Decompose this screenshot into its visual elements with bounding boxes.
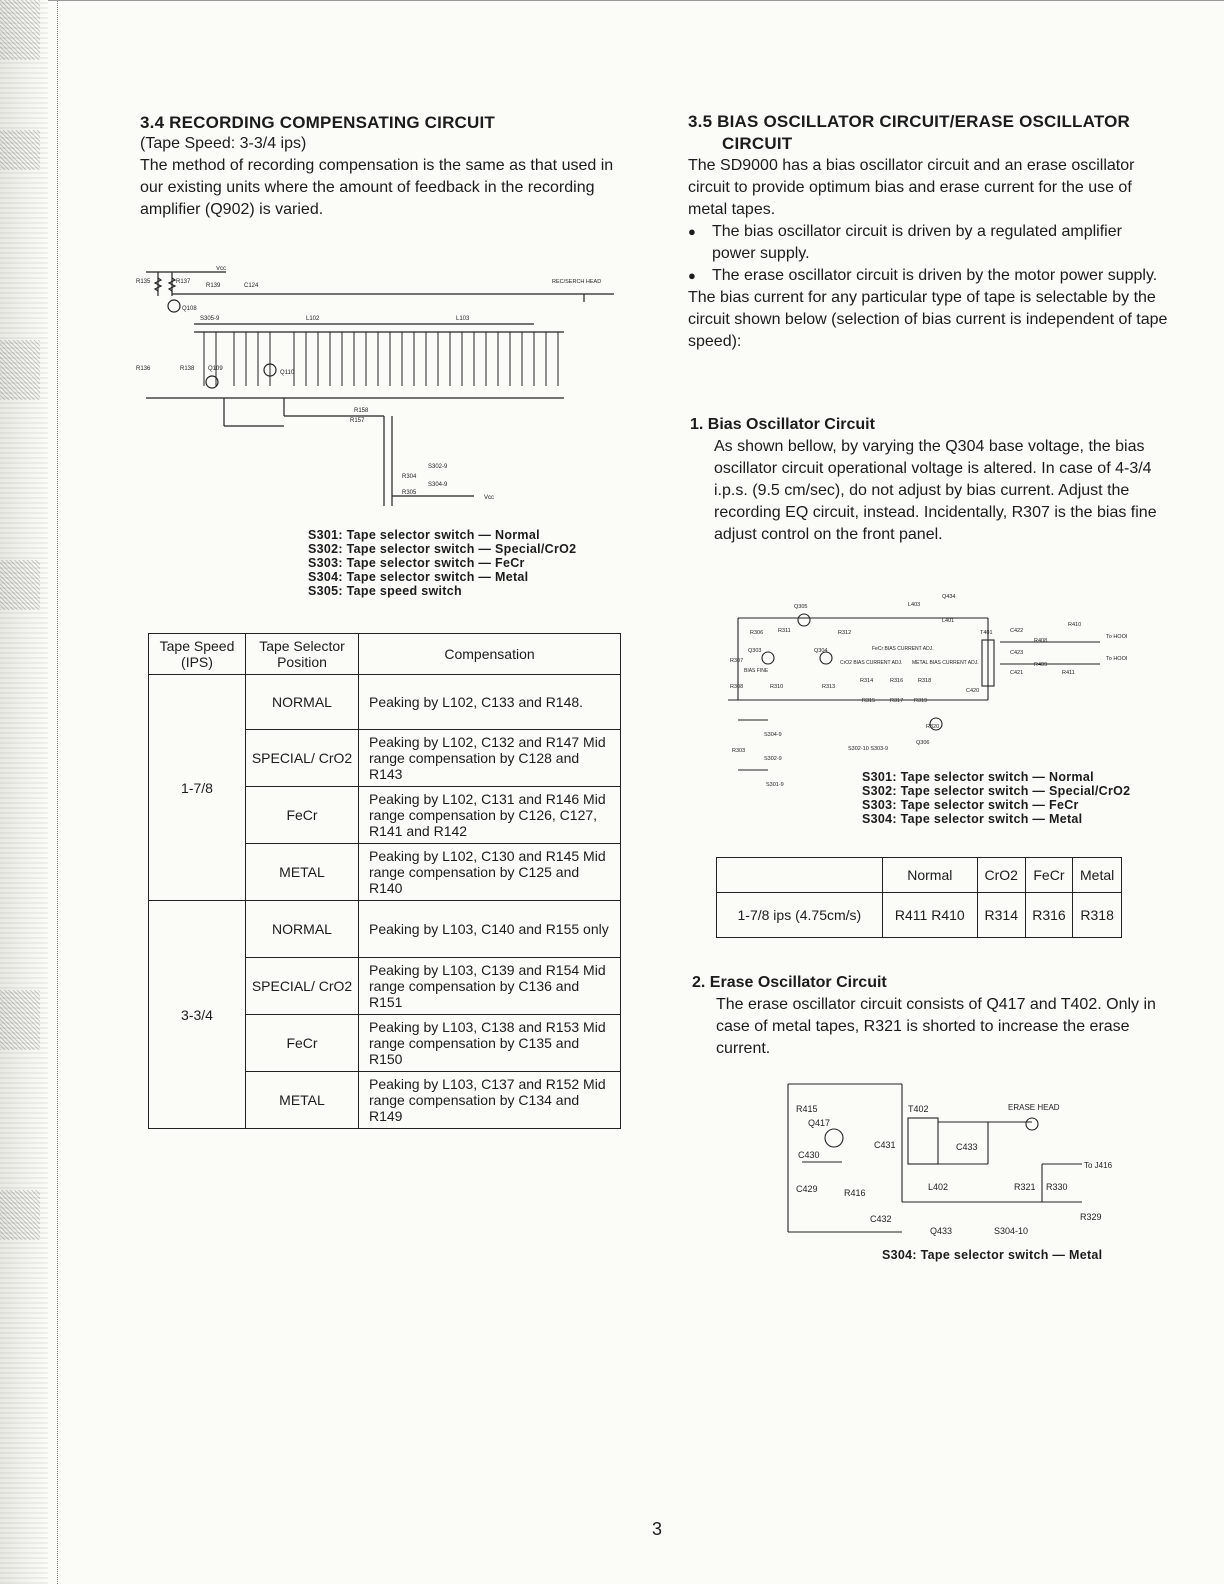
header-normal: Normal	[882, 858, 977, 893]
fecr-cell: R316	[1025, 893, 1073, 938]
bullet-text: The bias oscillator circuit is driven by a regulated amplifier power supply.	[712, 223, 1122, 262]
label-erase-head: ERASE HEAD	[1008, 1103, 1060, 1112]
label-s304: S304-9	[764, 732, 782, 738]
header-tape-speed: Tape Speed (IPS)	[149, 634, 246, 675]
position-cell: NORMAL	[246, 901, 359, 958]
label-s302: S302-9	[428, 464, 448, 470]
label-s302: S302-9	[764, 756, 782, 762]
position-cell: FeCr	[246, 787, 359, 844]
section-3-5-para2: The bias current for any particular type of tape is selectable by the circuit shown below (selection of bias current is independent of tape speed):	[688, 289, 1168, 350]
label-r138: R138	[180, 366, 195, 372]
position-cell: NORMAL	[246, 675, 359, 730]
header-empty	[717, 858, 883, 893]
label-l403: L403	[908, 602, 921, 608]
bias-resistor-table	[716, 857, 1122, 938]
label-r304: R304	[402, 474, 417, 480]
label-fecr-adj: FeCr BIAS CURRENT ADJ.	[872, 646, 934, 652]
label-r415: R415	[796, 1104, 818, 1114]
label-r303: R303	[732, 748, 746, 754]
position-cell: FeCr	[246, 1015, 359, 1072]
label-vcc: Vcc	[216, 266, 227, 272]
label-q417: Q417	[808, 1118, 831, 1128]
compensation-table	[148, 633, 621, 1129]
bias-oscillator-schematic	[728, 590, 1148, 790]
label-to-j416: To J416	[1084, 1161, 1113, 1170]
legend-item: S301: Tape selector switch — Normal	[862, 770, 1094, 784]
label-c429: C429	[796, 1184, 818, 1194]
bias-heading: 1. Bias Oscillator Circuit	[690, 416, 875, 433]
position-cell: METAL	[246, 844, 359, 901]
bullet-item	[688, 221, 1168, 265]
label-r313: R313	[822, 684, 836, 690]
header-compensation: Compensation	[359, 634, 621, 675]
label-s304-10: S304-10	[994, 1226, 1029, 1236]
erase-oscillator-section	[692, 972, 1170, 1060]
label-r135: R135	[136, 279, 151, 285]
section-3-4	[140, 113, 620, 221]
section-3-5-title-cont: CIRCUIT	[722, 134, 793, 153]
label-r157: R157	[350, 418, 365, 424]
label-r316: R316	[890, 678, 904, 684]
label-c422: C422	[1010, 628, 1024, 634]
label-l401: L401	[942, 618, 955, 624]
label-s305: S305-9	[200, 316, 220, 322]
label-r306: R306	[750, 630, 764, 636]
label-q304: Q304	[814, 648, 828, 654]
bullet-item	[688, 265, 1168, 287]
label-r136: R136	[136, 366, 151, 372]
compensation-cell: Peaking by L103, C140 and R155 only	[359, 901, 621, 958]
label-r410: R410	[1068, 622, 1082, 628]
label-c432: C432	[870, 1214, 892, 1224]
header-cro2: CrO2	[977, 858, 1025, 893]
header-tape-selector: Tape Selector Position	[246, 634, 359, 675]
compensation-cell: Peaking by L103, C139 and R154 Mid range compensation by C136 and R151	[359, 958, 621, 1015]
label-r310: R310	[770, 684, 784, 690]
legend-item: S302: Tape selector switch — Special/CrO2	[862, 784, 1131, 798]
label-r139: R139	[206, 283, 221, 289]
label-bias-fine: BIAS FINE	[744, 668, 769, 674]
label-c423: C423	[1010, 650, 1024, 656]
speed-cell: 1-7/8	[149, 675, 246, 901]
label-t402: T402	[908, 1104, 929, 1114]
position-cell: SPECIAL/ CrO2	[246, 958, 359, 1015]
label-c421: C421	[1010, 670, 1024, 676]
label-r314: R314	[860, 678, 874, 684]
label-r307: R307	[730, 658, 744, 664]
label-q306: Q306	[916, 740, 930, 746]
label-to-head2: To HOOI	[1106, 656, 1128, 662]
legend-item: S305: Tape speed switch	[308, 584, 462, 598]
header-fecr: FeCr	[1025, 858, 1073, 893]
bias-oscillator-section	[690, 414, 1168, 546]
label-c124: C124	[244, 283, 259, 289]
label-rec-head: REC/SERCH HEAD	[552, 279, 602, 285]
label-q434: Q434	[942, 594, 956, 600]
label-r311: R311	[778, 628, 791, 634]
binding-edge-line	[57, 0, 58, 1584]
erase-oscillator-schematic	[782, 1082, 1122, 1242]
label-r308: R308	[730, 684, 744, 690]
section-3-4-subtitle: (Tape Speed: 3-3/4 ips)	[140, 135, 307, 152]
label-r320: R320	[926, 724, 940, 730]
metal-cell: R318	[1073, 893, 1122, 938]
label-r137: R137	[176, 279, 191, 285]
section-3-5	[688, 111, 1168, 353]
compensation-cell: Peaking by L103, C138 and R153 Mid range compensation by C135 and R150	[359, 1015, 621, 1072]
compensation-cell: Peaking by L103, C137 and R152 Mid range compensation by C134 and R149	[359, 1072, 621, 1129]
label-r315: R315	[862, 698, 876, 704]
section-3-5-title: 3.5 BIAS OSCILLATOR CIRCUIT/ERASE OSCILLATOR	[688, 112, 1131, 131]
legend-item: S303: Tape selector switch — FeCr	[862, 798, 1079, 812]
label-s304: S304-9	[428, 482, 448, 488]
label-r312: R312	[838, 630, 852, 636]
label-r416: R416	[844, 1188, 866, 1198]
recording-switch-legend	[308, 528, 576, 598]
label-r409: R409	[1034, 662, 1048, 668]
label-r321: R321	[1014, 1182, 1036, 1192]
label-r411: R411	[1062, 670, 1075, 676]
label-q433: Q433	[930, 1226, 953, 1236]
label-r158: R158	[354, 408, 369, 414]
bias-switch-legend	[862, 770, 1130, 826]
label-q303: Q303	[748, 648, 762, 654]
bias-body: As shown bellow, by varying the Q304 base voltage, the bias oscillator circuit operational voltage is altered. In case of 4-3/4 i.p.s. (9.5 cm/sec), do not adjust by bias current. Adjust the recording EQ circuit, instead. Incidentally, R307 is the bias fine adjust control on the front panel.	[714, 438, 1157, 543]
label-r330: R330	[1046, 1182, 1068, 1192]
section-3-4-body: The method of recording compensation is the same as that used in our existing units where the amount of feedback in the recording amplifier (Q902) is varied.	[140, 157, 614, 218]
label-r329: R329	[1080, 1212, 1102, 1222]
legend-item: S303: Tape selector switch — FeCr	[308, 556, 525, 570]
label-l102: L102	[306, 316, 320, 322]
legend-item: S304: Tape selector switch — Metal	[862, 812, 1083, 826]
label-s302-10: S302-10 S303-9	[848, 746, 889, 752]
erase-switch-legend: S304: Tape selector switch — Metal	[882, 1248, 1103, 1262]
label-l402: L402	[928, 1182, 949, 1192]
recording-compensation-schematic	[134, 266, 616, 516]
erase-body: The erase oscillator circuit consists of Q417 and T402. Only in case of metal tapes, R321 is shorted to increase the erase current.	[716, 996, 1156, 1057]
header-metal: Metal	[1073, 858, 1122, 893]
label-q110: Q110	[280, 370, 295, 376]
section-3-4-title: 3.4 RECORDING COMPENSATING CIRCUIT	[140, 113, 496, 132]
label-q109: Q109	[208, 366, 223, 372]
label-s301: S301-9	[766, 782, 784, 788]
page-number: 3	[652, 1519, 663, 1539]
label-c431: C431	[874, 1140, 896, 1150]
label-r318: R318	[918, 678, 932, 684]
label-c430: C430	[798, 1150, 820, 1160]
compensation-cell: Peaking by L102, C130 and R145 Mid range compensation by C125 and R140	[359, 844, 621, 901]
compensation-cell: Peaking by L102, C133 and R148.	[359, 675, 621, 730]
top-rule	[48, 0, 1224, 1]
label-r317: R317	[890, 698, 904, 704]
row-label: 1-7/8 ips (4.75cm/s)	[717, 893, 883, 938]
label-vcc2: Vcc	[484, 495, 495, 501]
compensation-cell: Peaking by L102, C132 and R147 Mid range compensation by C128 and R143	[359, 730, 621, 787]
compensation-cell: Peaking by L102, C131 and R146 Mid range compensation by C126, C127, R141 and R142	[359, 787, 621, 844]
position-cell: SPECIAL/ CrO2	[246, 730, 359, 787]
label-r305: R305	[402, 490, 417, 496]
label-l103: L103	[456, 316, 470, 322]
label-cro2-adj: CrO2 BIAS CURRENT ADJ.	[840, 660, 903, 666]
bullet-text: The erase oscillator circuit is driven by the motor power supply.	[712, 267, 1158, 284]
label-c420: C420	[966, 688, 980, 694]
section-3-5-intro: The SD9000 has a bias oscillator circuit and an erase oscillator circuit to provide optimum bias and erase current for the use of metal tapes.	[688, 157, 1135, 218]
scan-edge	[0, 0, 48, 1584]
label-to-head1: To HOOI	[1106, 634, 1128, 640]
bullet-glyph: ●	[688, 224, 696, 239]
legend-item: S304: Tape selector switch — Metal	[308, 570, 529, 584]
label-q305: Q305	[794, 604, 808, 610]
label-r319: R319	[914, 698, 928, 704]
legend-item: S302: Tape selector switch — Special/CrO2	[308, 542, 577, 556]
label-c433: C433	[956, 1142, 978, 1152]
erase-heading: 2. Erase Oscillator Circuit	[692, 974, 887, 991]
cro2-cell: R314	[977, 893, 1025, 938]
legend-item: S301: Tape selector switch — Normal	[308, 528, 540, 542]
label-t401: T401	[980, 630, 993, 636]
bullet-glyph: ●	[688, 268, 696, 283]
label-r408: R408	[1034, 638, 1048, 644]
label-q108: Q108	[182, 306, 197, 312]
label-metal-adj: METAL BIAS CURRENT ADJ.	[912, 660, 979, 666]
speed-cell: 3-3/4	[149, 901, 246, 1129]
normal-cell: R411 R410	[882, 893, 977, 938]
position-cell: METAL	[246, 1072, 359, 1129]
